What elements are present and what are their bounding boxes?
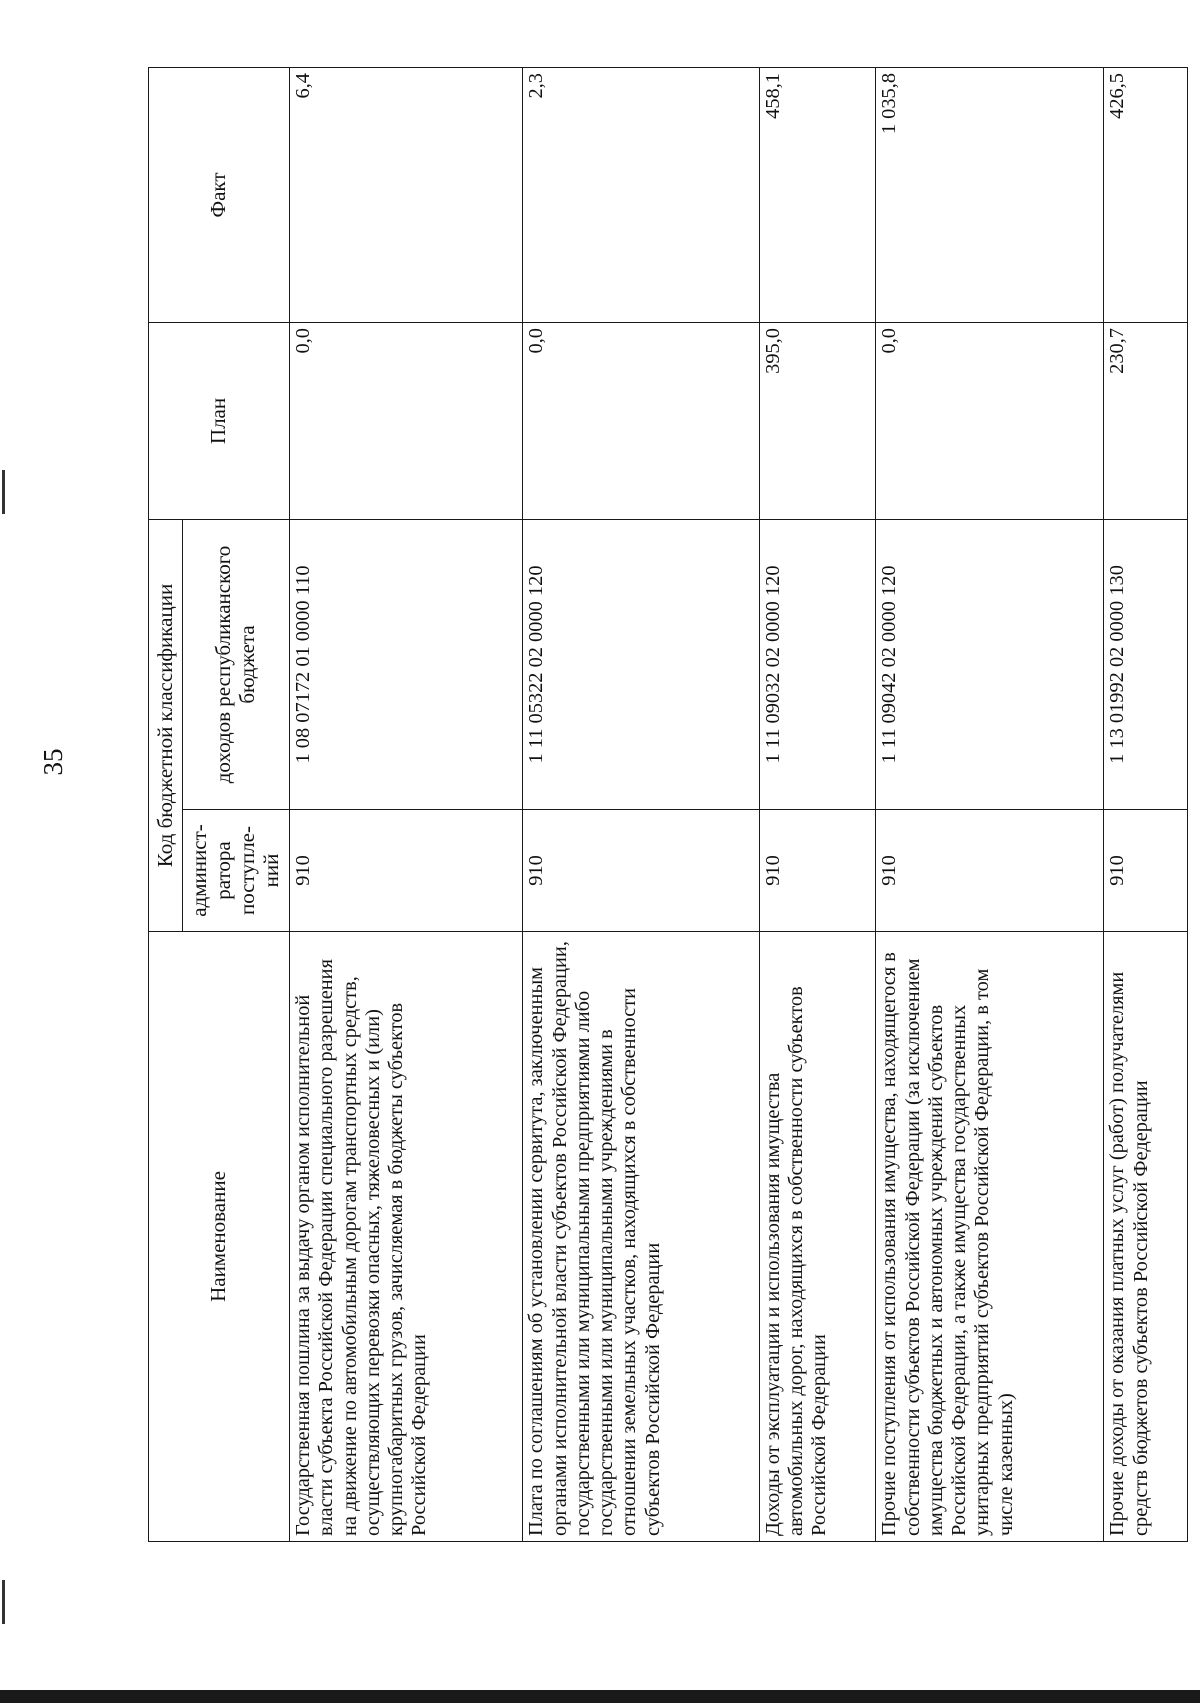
row-income-code: 1 11 09032 02 0000 120 xyxy=(759,519,876,809)
row-name: Доходы от эксплуатации и использования имущества автомобильных дорог, находящихся в собственности субъектов Российской Федерации xyxy=(759,932,876,1542)
row-income-code: 1 11 05322 02 0000 120 xyxy=(523,519,759,809)
header-income-code: доходов республиканского бюджета xyxy=(183,519,290,809)
row-plan: 230,7 xyxy=(1104,322,1188,519)
row-fact: 1 035,8 xyxy=(876,67,1104,322)
row-admin-code: 910 xyxy=(876,810,1104,932)
row-name: Плата по соглашениям об установлении сервитута, заключенным органами исполнительной власти субъектов Российской Федерации, государственными или муниципальными предприятиями либо государственными или муниципальными учреждениями в отношении земельных участков, находящихся в собственности субъектов Российской Федерации xyxy=(523,932,759,1542)
row-fact: 458,1 xyxy=(759,67,876,322)
row-name: Государственная пошлина за выдачу органом исполнительной власти субъекта Российской Федерации специального разрешения на движение по автомобильным дорогам транспортных средств, осуществляющих перевозки опасных, тяжеловесных и (или) крупногабаритных грузов, зачисляемая в бюджеты субъектов Российской Федерации xyxy=(290,932,523,1542)
table-row xyxy=(523,67,759,1541)
table-row xyxy=(876,67,1104,1541)
row-income-code: 1 11 09042 02 0000 120 xyxy=(876,519,1104,809)
header-fact: Факт xyxy=(149,67,290,322)
budget-table-rotated xyxy=(148,68,1188,1542)
header-name: Наименование xyxy=(149,932,290,1542)
row-admin-code: 910 xyxy=(523,810,759,932)
table-row xyxy=(1104,67,1188,1541)
page-number: 35 xyxy=(38,748,68,776)
row-fact: 426,5 xyxy=(1104,67,1188,322)
row-plan: 0,0 xyxy=(290,322,523,519)
row-admin-code: 910 xyxy=(290,810,523,932)
row-income-code: 1 08 07172 01 0000 110 xyxy=(290,519,523,809)
budget-table xyxy=(148,67,1188,1542)
row-fact: 2,3 xyxy=(523,67,759,322)
row-admin-code: 910 xyxy=(759,810,876,932)
header-code-group: Код бюджетной классификации xyxy=(149,519,183,931)
table-row xyxy=(290,67,523,1541)
header-admin: админист-ратора поступле-ний xyxy=(183,810,290,932)
row-plan: 0,0 xyxy=(523,322,759,519)
row-name: Прочие доходы от оказания платных услуг (работ) получателями средств бюджетов субъектов Российской Федерации xyxy=(1104,932,1188,1542)
row-income-code: 1 13 01992 02 0000 130 xyxy=(1104,519,1188,809)
scan-edge-mark xyxy=(2,1580,5,1624)
header-plan: План xyxy=(149,322,290,519)
scan-edge-mark xyxy=(2,470,5,514)
table-row xyxy=(759,67,876,1541)
row-fact: 6,4 xyxy=(290,67,523,322)
row-plan: 0,0 xyxy=(876,322,1104,519)
row-name: Прочие поступления от использования имущества, находящегося в собственности субъектов Российской Федерации (за исключением имущества бюджетных и автономных учреждений субъектов Российской Федерации, а также имущества государственных унитарных предприятий субъектов Российской Федерации, в том числе казенных) xyxy=(876,932,1104,1542)
row-plan: 395,0 xyxy=(759,322,876,519)
row-admin-code: 910 xyxy=(1104,810,1188,932)
scan-bottom-edge xyxy=(0,1690,1200,1703)
